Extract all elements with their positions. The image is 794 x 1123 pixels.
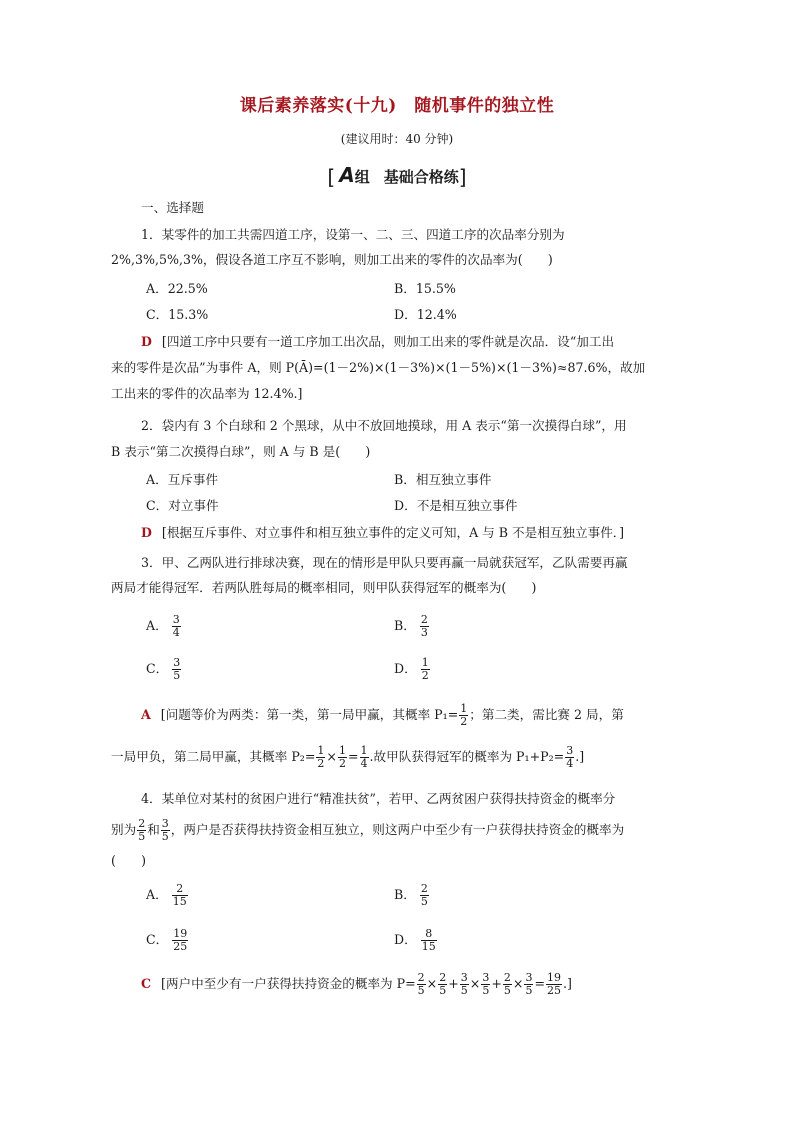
q1-explanation-line1: D [四道工序中只要有一道工序加工出次品，则加工出来的零件就是次品．设“加工出 (141, 334, 615, 349)
page-title: 课后素养落实(十九) 随机事件的独立性 (239, 96, 555, 116)
group-bracket-right: ] (458, 165, 467, 189)
group-zu: 组 (354, 168, 370, 186)
q3-option-c-fraction: $\frac{3}{5}$ (173, 656, 181, 682)
group-label (0, 164, 794, 188)
q1-answer: D (141, 334, 152, 349)
q3-option-a-fraction: $\frac{3}{4}$ (172, 613, 180, 639)
q1-option-b: B．15.5% (394, 281, 456, 296)
q4-answer: C (141, 976, 152, 991)
q2-option-a: A．互斥事件 (146, 472, 219, 487)
q4-stem-line3: ( ) (111, 853, 147, 868)
q3-option-c: C． $\frac{3}{5}$ (146, 656, 181, 682)
q1-stem-line1: 1．某零件的加工共需四道工序，设第一、二、三、四道工序的次品率分别为 (141, 227, 565, 242)
q3-option-d-fraction: $\frac{1}{2}$ (421, 656, 429, 682)
q4-stem-line2: 别为 $\frac{2}{5}$ 和 $\frac{3}{5}$ ，两户是否获得扶持资金相互独立，则这两户中至少有一户获得扶持资金的概率为 (111, 817, 625, 843)
q4-option-d-fraction: $\frac{8}{15}$ (421, 927, 436, 953)
q3-explanation-line2: 一局甲负，第二局甲赢，其概率 P₂= $\frac{1}{2}$ × $\frac{1}{2}$ = $\frac{1}{4}$ .故甲队获得冠军的概率为 P₁+P₂= $\frac{3}{4}$ .] (111, 744, 585, 770)
q3-option-a: A． $\frac{3}{4}$ (146, 613, 180, 639)
suggested-time: (建议用时：40 分钟) (340, 132, 454, 146)
q3-answer: A (141, 707, 151, 722)
q2-explanation: D [根据互斥事件、对立事件和相互独立事件的定义可知，A 与 B 不是相互独立事件．] (141, 525, 624, 540)
group-a-letter: A (339, 163, 355, 187)
q4-option-c: C． $\frac{19}{25}$ (146, 927, 188, 953)
q3-option-b-fraction: $\frac{2}{3}$ (420, 613, 428, 639)
q3-stem-line1: 3．甲、乙两队进行排球决赛，现在的情形是甲队只要再赢一局就获冠军，乙队需要再赢 (141, 555, 628, 570)
q2-option-c: C．对立事件 (146, 498, 219, 513)
group-text: 基础合格练 (383, 168, 459, 186)
q3-explanation-line1: A [问题等价为两类：第一类，第一局甲赢，其概率 P₁= $\frac{1}{2}$ ；第二类，需比赛 2 局，第 (141, 702, 624, 728)
q4-stem-line1: 4．某单位对某村的贫困户进行“精准扶贫”，若甲、乙两贫困户获得扶持资金的概率分 (141, 791, 616, 806)
q4-option-a-fraction: $\frac{2}{15}$ (172, 882, 187, 908)
q2-stem-line1: 2．袋内有 3 个白球和 2 个黑球，从中不放回地摸球，用 A 表示“第一次摸得白球”，用 (141, 418, 627, 433)
q3-option-d: D． $\frac{1}{2}$ (394, 656, 429, 682)
section-label: 一、选择题 (141, 200, 204, 215)
q4-explanation: C [两户中至少有一户获得扶持资金的概率为 P= $\frac{2}{5}$ × $\frac{2}{5}$ + $\frac{3}{5}$ × $\frac{3}{5}$ + $\frac{2}{5}$ × $\frac{3}{5}$ = $\frac{19}{25}$ .] (141, 971, 572, 997)
q3-option-b: B． $\frac{2}{3}$ (394, 613, 428, 639)
q1-explanation-line3: 工出来的零件的次品率为 12.4%.] (111, 386, 303, 401)
q4-option-a: A． $\frac{2}{15}$ (146, 882, 187, 908)
q2-answer: D (141, 525, 152, 540)
q1-option-d: D．12.4% (394, 307, 457, 322)
q1-option-c: C．15.3% (146, 307, 209, 322)
q1-option-a: A．22.5% (146, 281, 208, 296)
q2-option-d: D．不是相互独立事件 (394, 498, 518, 513)
q4-option-b: B． $\frac{2}{5}$ (394, 882, 428, 908)
q4-option-b-fraction: $\frac{2}{5}$ (420, 882, 428, 908)
q4-option-c-fraction: $\frac{19}{25}$ (173, 927, 188, 953)
q1-explanation-line2: 来的零件是次品”为事件 A，则 P(Ā)=(1－2%)×(1－3%)×(1－5%)×(1－3%)≈87.6%，故加 (111, 360, 646, 375)
group-bracket-left: [ (327, 165, 336, 189)
q3-stem-line2: 两局才能得冠军．若两队胜每局的概率相同，则甲队获得冠军的概率为( ) (111, 580, 537, 595)
q1-stem-line2: 2%,3%,5%,3%，假设各道工序互不影响，则加工出来的零件的次品率为( ) (111, 252, 553, 267)
q2-option-b: B．相互独立事件 (394, 472, 492, 487)
q4-option-d: D． $\frac{8}{15}$ (394, 927, 436, 953)
q2-stem-line2: B 表示“第二次摸得白球”，则 A 与 B 是( ) (111, 444, 371, 459)
